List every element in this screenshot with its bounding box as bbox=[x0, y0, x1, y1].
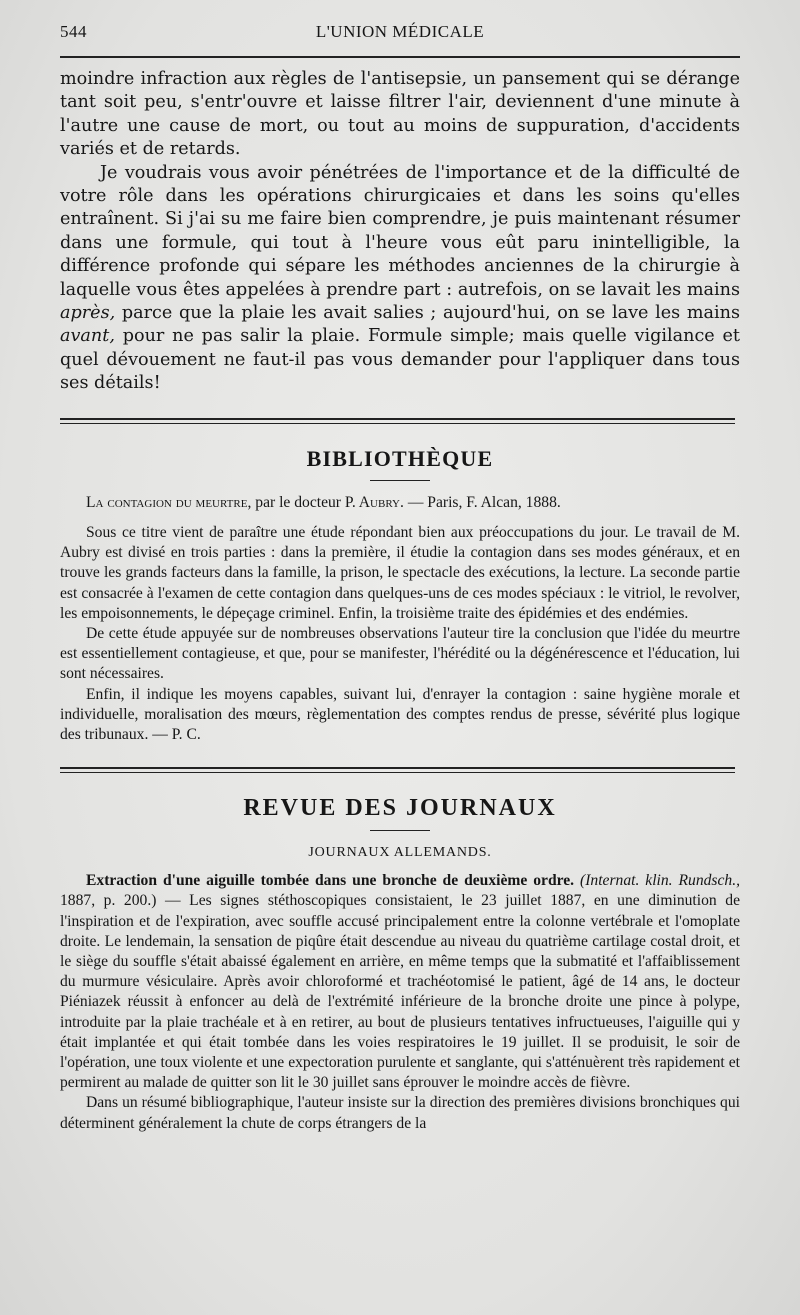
article-citation-rest: 1887, p. 200.) — bbox=[60, 892, 181, 910]
book-title: La contagion du meurtre, bbox=[86, 493, 252, 511]
bibliotheque-paragraph-2: De cette étude appuyée sur de nombreuses observations l'auteur tire la conclusion que l'idée du meurtre est essentiellement contagieuse, et que, pour se manifester, l'hérédité ou la dégénérescence et l'éducation, lui sont nécessaires. bbox=[60, 624, 740, 683]
header-rule bbox=[60, 56, 740, 58]
book-author: P. Aubry. bbox=[344, 493, 404, 511]
running-head bbox=[60, 22, 740, 48]
bibliotheque-paragraph-3: Enfin, il indique les moyens capables, suivant lui, d'enrayer la contagion : saine hygiène morale et individuelle, moralisation des mœurs, règlementation des comptes rendus de presse, sévérité plus logique des tribunaux. — P. C. bbox=[60, 685, 740, 743]
intro-p2-part-a: Je voudrais vous avoir pénétrées de l'importance et de la difficulté de votre rôle dans les opérations chirurgicaies et dans les soins qu'elles entraînent. Si j'ai su me faire bien comprendre, je puis maintenant résumer dans une formule, qui tout à l'heure vous eût paru inintelligible, la différence profonde qui sépare les méthodes anciennes de la chirurgie à laquelle vous êtes appelées à prendre part : autrefois, on se lavait les mains bbox=[60, 162, 740, 300]
book-reference bbox=[60, 493, 740, 513]
revue-subheading: JOURNAUX ALLEMANDS. bbox=[308, 845, 492, 861]
page-number: 544 bbox=[60, 22, 87, 41]
article-paragraph-2: Dans un résumé bibliographique, l'auteur insiste sur la direction des premières divisions bronchiques qui déterminent généralement la chute de corps étrangers de la bbox=[60, 1094, 740, 1132]
book-publisher: — Paris, F. Alcan, 1888. bbox=[407, 493, 561, 511]
intro-text bbox=[60, 68, 740, 396]
article-body-1: Les signes stéthoscopiques consistaient, le 23 juillet 1887, en une diminution de l'inspiration et de l'expiration, avec souffle accusé principalement entre la colonne vertébrale et l'omoplate droite. Le lendemain, la sensation de piqûre était descendue au niveau du quatrième cartilage costal droit, et le siège du souffle s'était abaissé également en arrière, en même temps que la submatité et l'affaiblissement du murmure vésiculaire. Après avoir chloroformé et trachéotomisé le patient, âgé de 14 ans, le docteur Piéniazek réussit à enfoncer au delà de l'extrémité inférieure de la bronche droite une pince à polype, introduite par la plaie trachéale et à en retirer, au bout de plusieurs tentatives infructueuses, l'aiguille qui y était implantée et qui était tombée dans les voies respiratoires le 19 juillet. Il se produisit, le soir de l'opération, une toux violente et une expectoration purulente et sanglante, qui s'atténuèrent très rapidement et permirent au malade de quitter son lit le 30 juillet sans éprouver le moindre accès de fièvre. bbox=[60, 892, 740, 1092]
section-divider-1 bbox=[60, 418, 735, 424]
bibliotheque-title: BIBLIOTHÈQUE bbox=[306, 445, 494, 471]
intro-p2-part-b: parce que la plaie les avait salies ; aujourd'hui, on se lave les mains bbox=[121, 303, 740, 324]
book-by: par le docteur bbox=[255, 493, 341, 511]
bibliotheque-section bbox=[60, 493, 740, 745]
revue-title-rule bbox=[370, 830, 430, 831]
intro-p2-emphasis-before: avant, bbox=[60, 326, 115, 347]
journal-title: L'UNION MÉDICALE bbox=[315, 22, 485, 41]
bibliotheque-paragraph-1: Sous ce titre vient de paraître une étude répondant bien aux préoccupations du jour. Le travail de M. Aubry est divisé en trois parties : dans la première, il étudie la contagion dans ses modes généraux, et en trouve les grands facteurs dans la famille, la prison, le spectacle des exécutions, la lecture. La seconde partie est consacrée à l'examen de cette contagion dans quelques-uns de ces modes spéciaux : le vitriol, le revolver, les empoisonnements, le dépeçage criminel. Enfin, la troisième traite des épidémies et des endémies. bbox=[60, 523, 740, 622]
intro-p2-emphasis-after: après, bbox=[60, 303, 116, 324]
revue-section bbox=[60, 871, 740, 1134]
article-citation-journal: (Internat. klin. Rundsch., bbox=[580, 872, 740, 890]
intro-paragraph-2 bbox=[60, 162, 740, 396]
section-divider-2 bbox=[60, 767, 735, 773]
bibliotheque-title-rule bbox=[370, 480, 430, 481]
intro-paragraph-1: moindre infraction aux règles de l'antisepsie, un pansement qui se dérange tant soit peu, s'entr'ouvre et laisse filtrer l'air, deviennent d'une minute à l'autre une cause de mort, ou tout au moins de suppuration, d'accidents variés et de retards. bbox=[60, 69, 740, 160]
intro-p2-part-c: pour ne pas salir la plaie. Formule simple; mais quelle vigilance et quel dévouement ne faut-il pas vous demander pour l'appliquer dans tous ses détails! bbox=[60, 326, 741, 394]
article-paragraph-1 bbox=[60, 871, 740, 1093]
revue-title: REVUE DES JOURNAUX bbox=[243, 795, 557, 822]
article-title: Extraction d'une aiguille tombée dans une bronche de deuxième ordre. bbox=[86, 872, 575, 890]
